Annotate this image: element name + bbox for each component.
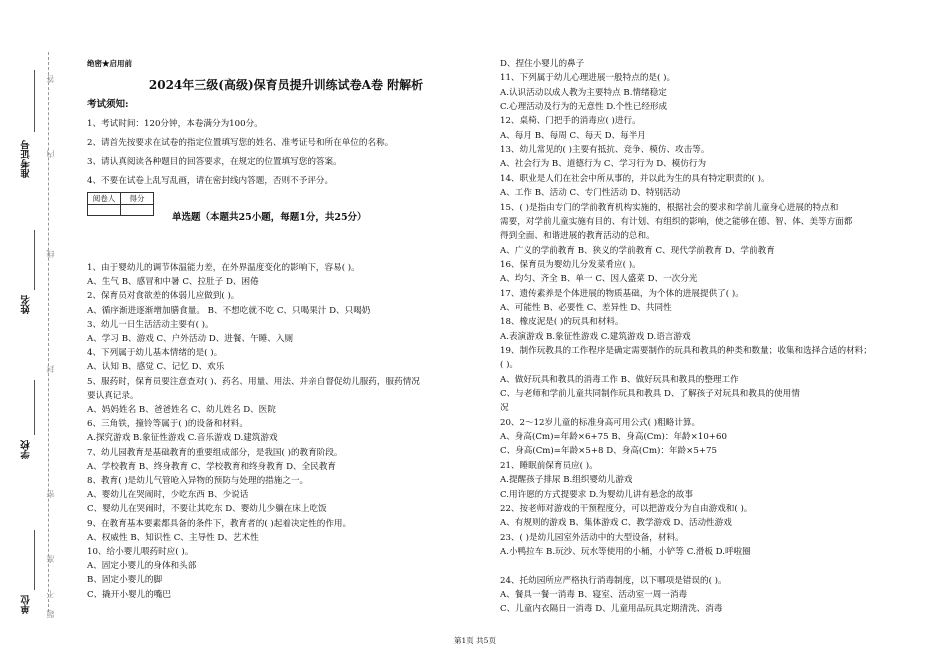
binding-margin	[0, 0, 78, 671]
question-line: 4、下列属于幼儿基本情绪的是( )。	[87, 348, 223, 359]
notice-heading: 考试须知:	[87, 99, 129, 110]
question-line: A、工作 B、活动 C、专门性活动 D、特别活动	[500, 188, 681, 199]
question-line: 2、保育员对食欲差的体弱儿应做到( )。	[87, 291, 240, 302]
question-line: 7、幼儿园教育是基础教育的重要组成部分，是我国( )的教育阶段。	[87, 447, 343, 458]
question-line: 况	[500, 403, 509, 414]
question-line: A、妈妈姓名 B、爸爸姓名 C、幼儿姓名 D、医院	[87, 405, 276, 415]
question-line: A、固定小婴儿的身体和头部	[87, 561, 197, 572]
question-line: A.认识活动以成人教为主要特点 B.情绪稳定	[500, 87, 667, 98]
question-line: 10、给小婴儿喂药时应( )。	[87, 547, 194, 557]
label-name: 姓名	[21, 295, 32, 314]
question-line: 22、按老师对游戏的干预程度分，可以把游戏分为自由游戏和( )。	[500, 503, 753, 514]
question-line: 18、橡皮泥是( )的玩具和材料。	[500, 317, 624, 328]
question-line: 5、服药时，保育员要注意查对( )、药名、用量、用法、并亲自督促幼儿服药，服药情况	[87, 376, 420, 387]
question-line: 13、幼儿常见的( )主要有抵抗、竞争、模仿、攻击等。	[500, 145, 710, 156]
question-line: 11、下列属于幼儿心理进展一般特点的是( )。	[500, 73, 676, 84]
notice-item: 4、不要在试卷上乱写乱画，请在密封线内答题，否则不予评分。	[87, 176, 334, 186]
question-line: C、撬开小婴儿的嘴巴	[87, 589, 171, 600]
exam-title: 2024年三级(高级)保育员提升训练试卷A卷 附解析	[148, 78, 424, 92]
question-line: A、学校教育 B、终身教育 C、学校教育和终身教育 D、全民教育	[87, 461, 337, 472]
question-line: A、均匀、齐全 B、单一 C、因人盛菜 D、一次分光	[500, 274, 698, 285]
label-exam-number: 准考证号	[21, 140, 32, 178]
question-line: A、餐具一餐一消毒 B、寝室、活动室一周一消毒	[500, 589, 688, 600]
question-line: C、与老师和学前儿童共同制作玩具和教具 D、了解孩子对玩具和教具的使用情	[500, 389, 800, 400]
question-line: A.探究游戏 B.象征性游戏 C.音乐游戏 D.建筑游戏	[87, 433, 278, 444]
score-cell[interactable]	[121, 205, 154, 216]
question-line: 23、( )是幼儿园室外活动中的大型设备，材料。	[500, 532, 684, 543]
question-line: C、儿童内衣隔日一消毒 D、儿童用品玩具定期清洗、消毒	[500, 604, 723, 615]
question-line: A、学习 B、游戏 C、户外活动 D、进餐、午睡、入厕	[87, 334, 294, 344]
question-line: C.用许愿的方式提要求 D.为婴幼儿讲有悬念的故事	[500, 489, 693, 500]
question-line: A.小鸭拉车 B.玩沙、玩水等使用的小桶，小铲等 C.滑板 D.呼啦圈	[500, 546, 751, 557]
score-table-grader: 阅卷人	[88, 193, 121, 205]
question-line: A、社会行为 B、道德行为 C、学习行为 D、模仿行为	[500, 159, 707, 170]
score-table-score: 得分	[121, 193, 154, 205]
question-line: 19、制作玩教具的工作程序是确定需要制作的玩具和教具的种类和数量；收集和选择合适的材料；	[500, 346, 872, 356]
seal-mark: 答	[46, 75, 55, 83]
question-line: A、身高(Cm)=年龄×6+75 B、身高(Cm)：年龄×10+60	[500, 432, 727, 443]
question-line: C.心理活动及行为的无意性 D.个性已经形成	[500, 102, 668, 113]
seal-mark: 封	[46, 365, 55, 373]
school-field[interactable]	[34, 380, 35, 435]
question-line: 14、职业是人们在社会中所从事的，并以此为生的具有特定职责的( )。	[500, 173, 770, 184]
label-school: 学校	[21, 440, 32, 459]
question-line: A、每月 B、每周 C、每天 D、每半月	[500, 130, 646, 141]
seal-mark: 内	[46, 150, 55, 158]
question-line: 8、教育( )是幼儿气管呛入异物的预防与处理的措施之一。	[87, 476, 309, 486]
page-footer: 第1页 共5页	[454, 636, 496, 645]
seal-mark: 准	[46, 555, 55, 563]
question-line: 20、2～12岁儿童的标准身高可用公式( )粗略计算。	[500, 417, 701, 428]
name-field[interactable]	[34, 230, 35, 290]
notice-item: 3、请认真阅读各种题目的回答要求，在规定的位置填写您的答案。	[87, 157, 342, 167]
question-line: B、固定小婴儿的脚	[87, 575, 163, 586]
question-line: ( )。	[500, 360, 519, 371]
question-line: A、生气 B、感冒和中暑 C、拉肚子 D、困倦	[87, 277, 259, 288]
question-line: A、可能性 B、必要性 C、差异性 D、共同性	[500, 302, 672, 313]
question-line: 得到全面、和谐进展的教育活动的总和。	[500, 231, 655, 242]
seal-dashed-line	[48, 52, 49, 612]
question-line: 12、桌椅、门把手的消毒应( )进行。	[500, 116, 641, 127]
question-line: 1、由于婴幼儿的调节体温能力差，在外界温度变化的影响下，容易( )。	[87, 263, 360, 273]
question-line: 要认真记录。	[87, 390, 139, 401]
question-line: 9、在教育基本要素都具备的条件下，教育者的( )起着决定性的作用。	[87, 518, 352, 529]
seal-mark: 题	[46, 610, 55, 618]
question-line: A、认知 B、感觉 C、记忆 D、欢乐	[87, 362, 225, 373]
question-line: 3、幼儿一日生活活动主要有( )。	[87, 319, 214, 330]
question-line: D、捏住小婴儿的鼻子	[500, 59, 585, 69]
notice-item: 2、请首先按要求在试卷的指定位置填写您的姓名、准考证号和所在单位的名称。	[87, 138, 394, 148]
seal-mark: 密	[46, 490, 55, 498]
question-line: 21、睡眠前保育员应( )。	[500, 460, 598, 471]
exam-number-field[interactable]	[34, 70, 35, 132]
secret-mark: 绝密★启用前	[87, 59, 132, 68]
question-line: A、广义的学前教育 B、狭义的学前教育 C、现代学前教育 D、学前教育	[500, 245, 775, 256]
grader-cell[interactable]	[88, 205, 121, 216]
question-line: 6、三角铁，撞铃等属于( )的设备和材料。	[87, 419, 248, 430]
question-line: A.提醒孩子排尿 B.组织婴幼儿游戏	[500, 475, 633, 486]
question-line: A、做好玩具和教具的消毒工作 B、做好玩具和教具的整理工作	[500, 374, 739, 385]
seal-mark: 线	[46, 250, 55, 258]
question-line: C、身高(Cm)=年龄×5+8 D、身高(Cm)：年龄×5+75	[500, 446, 717, 457]
question-line: A、婴幼儿在哭闹时，少吃东西 B、少说话	[87, 490, 249, 501]
question-line: 24、托幼园所应严格执行消毒制度，以下哪项是错误的( )。	[500, 575, 727, 586]
unit-field[interactable]	[34, 530, 35, 590]
question-line: 15、( )是指由专门的学前教育机构实施的，根据社会的要求和学前儿童身心进展的特点和	[500, 202, 839, 213]
label-unit: 单位	[21, 595, 32, 614]
question-line: A.表演游戏 B.象征性游戏 C.建筑游戏 D.语言游戏	[500, 331, 691, 342]
seal-mark: 不	[46, 590, 55, 598]
question-line: A、循序渐进逐渐增加膳食量。 B、不想吃就不吃 C、只喝果汁 D、只喝奶	[87, 305, 371, 316]
notice-item: 1、考试时间：120分钟，本卷满分为100分。	[87, 119, 263, 129]
score-table	[87, 192, 154, 216]
question-line: A、有规则的游戏 B、集体游戏 C、教学游戏 D、活动性游戏	[500, 518, 732, 529]
question-line: 17、遗传素养是个体进展的物质基础，为个体的进展提供了( )。	[500, 288, 744, 299]
section-title: 单选题（本题共25小题，每题1分，共25分）	[172, 212, 367, 223]
question-line: C、婴幼儿在哭闹时，不要让其吃东 D、婴幼儿少躺在床上吃饭	[87, 504, 327, 515]
question-line: 16、保育员为婴幼儿分发菜肴应( )。	[500, 259, 641, 270]
question-line: A、权威性 B、知识性 C、主导性 D、艺术性	[87, 532, 259, 543]
question-line: 需要，对学前儿童实施有目的、有计划、有组织的影响，使之能够在德、智、体、美等方面都	[500, 216, 853, 227]
